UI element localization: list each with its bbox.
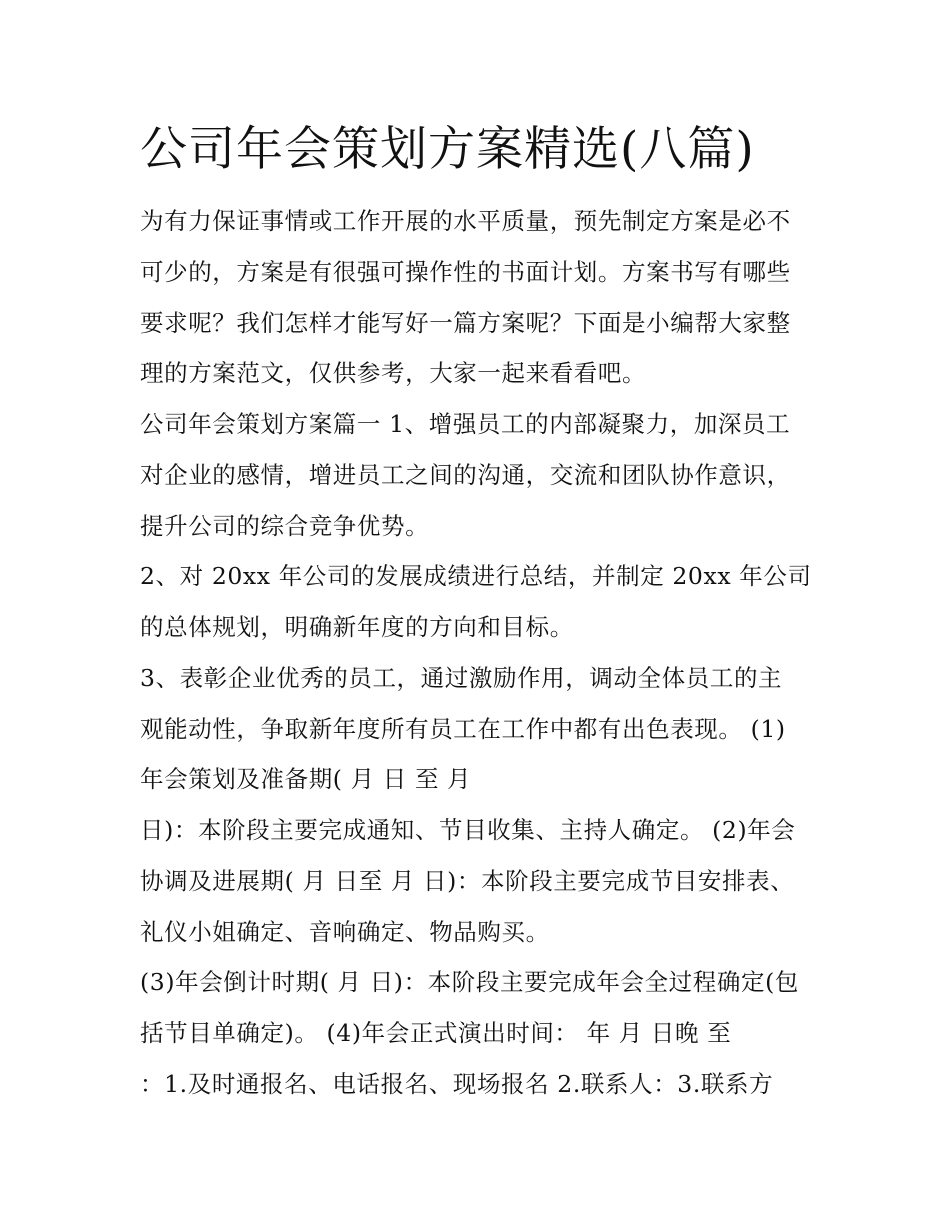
- text-line: 日)：本阶段主要完成通知、节目收集、主持人确定。 (2)年会: [140, 816, 796, 844]
- text-line: 对企业的感情，增进员工之间的沟通，交流和团队协作意识，: [140, 460, 791, 489]
- text-line: 要求呢？我们怎样才能写好一篇方案呢？下面是小编帮大家整: [140, 308, 791, 337]
- text-line: (3)年会倒计时期( 月 日)：本阶段主要完成年会全过程确定(包: [140, 968, 799, 997]
- text-line: 协调及进展期( 月 日至 月 日)：本阶段主要完成节目安排表、: [140, 866, 795, 895]
- text-line: 提升公司的综合竞争优势。: [140, 511, 430, 540]
- text-line: 观能动性，争取新年度所有员工在工作中都有出色表现。 (1): [140, 714, 786, 743]
- text-line: 的总体规划，明确新年度的方向和目标。: [140, 613, 574, 641]
- text-line: ：1.及时通报名、电话报名、现场报名 2.联系人：3.联系方: [140, 1069, 774, 1098]
- text-line: 礼仪小姐确定、音响确定、物品购买。: [140, 917, 550, 946]
- text-line: 2、对 20xx 年公司的发展成绩进行总结，并制定 20xx 年公司: [140, 562, 812, 591]
- text-line: 3、表彰企业优秀的员工，通过激励作用，调动全体员工的主: [140, 663, 783, 692]
- document-body: [140, 196, 840, 1110]
- text-line: 可少的，方案是有很强可操作性的书面计划。方案书写有哪些: [140, 257, 791, 286]
- text-line: 理的方案范文，仅供参考，大家一起来看看吧。: [140, 359, 647, 388]
- document-title: 公司年会策划方案精选(八篇): [140, 122, 755, 177]
- text-line: 括节目单确定)。 (4)年会正式演出时间： 年 月 日晚 至: [140, 1019, 732, 1047]
- text-line: 为有力保证事情或工作开展的水平质量，预先制定方案是必不: [140, 207, 791, 235]
- text-line: 年会策划及准备期( 月 日 至 月: [140, 765, 472, 794]
- text-line: 公司年会策划方案篇一 1、增强员工的内部凝聚力，加深员工: [140, 410, 791, 438]
